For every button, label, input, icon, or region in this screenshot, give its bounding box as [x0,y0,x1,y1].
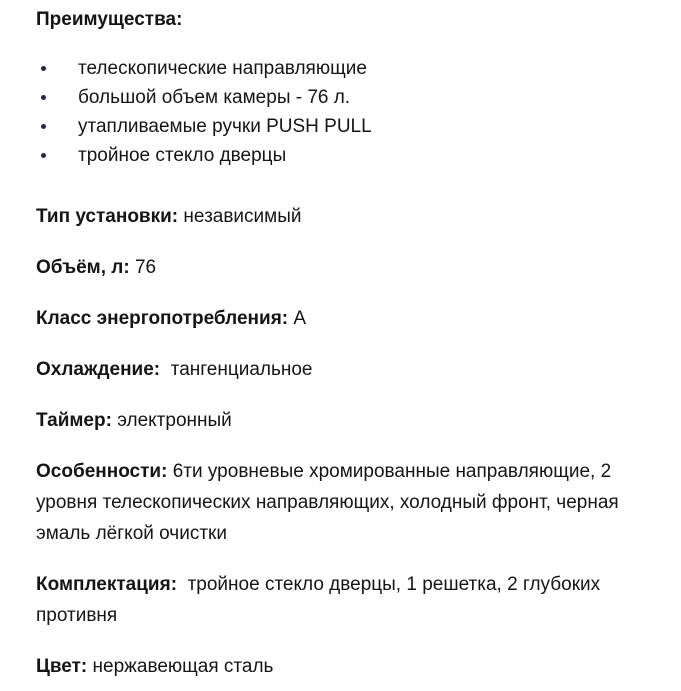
bullet-icon [41,124,46,129]
advantage-text: большой объем камеры - 76 л. [78,87,351,108]
spec-value: 76 [134,257,157,278]
advantage-text: телескопические направляющие [78,58,367,79]
spec-label: Цвет: [36,656,88,677]
spec-label: Тип установки: [36,206,179,227]
spec-installation-type [36,201,631,232]
spec-features [36,456,631,549]
advantage-text: тройное стекло дверцы [78,145,287,166]
spec-label: Таймер: [36,410,112,431]
advantage-text: утапливаемые ручки PUSH PULL [78,116,372,137]
list-item [36,112,631,141]
list-item [36,54,631,83]
spec-label: Особенности: [36,461,168,482]
spec-volume [36,252,631,283]
bullet-icon [41,153,46,158]
spec-timer [36,405,631,436]
spec-label: Объём, л: [36,257,130,278]
list-item [36,141,631,170]
spec-color [36,651,631,682]
spec-value: 6ти уровневые хромированные направляющие, 2 уровня телескопических направляющих, холодный фронт, черная эмаль лёгкой очистки [36,461,619,544]
bullet-icon [41,66,46,71]
spec-label: Комплектация: [36,574,178,595]
spec-value: нержавеющая сталь [92,656,274,677]
spec-label: Класс энергопотребления: [36,308,289,329]
spec-value: А [293,308,307,329]
spec-value: тройное стекло дверцы, 1 решетка, 2 глубоких противня [36,574,601,626]
spec-package-contents [36,569,631,631]
spec-cooling [36,354,631,385]
advantages-heading: Преимущества: [36,9,183,30]
spec-energy-class [36,303,631,334]
advantages-list [36,54,631,170]
bullet-icon [41,95,46,100]
spec-label: Охлаждение: [36,359,161,380]
spec-value: независимый [183,206,302,227]
spec-value: электронный [117,410,232,431]
spec-value: тангенциальное [165,359,313,380]
list-item [36,83,631,112]
